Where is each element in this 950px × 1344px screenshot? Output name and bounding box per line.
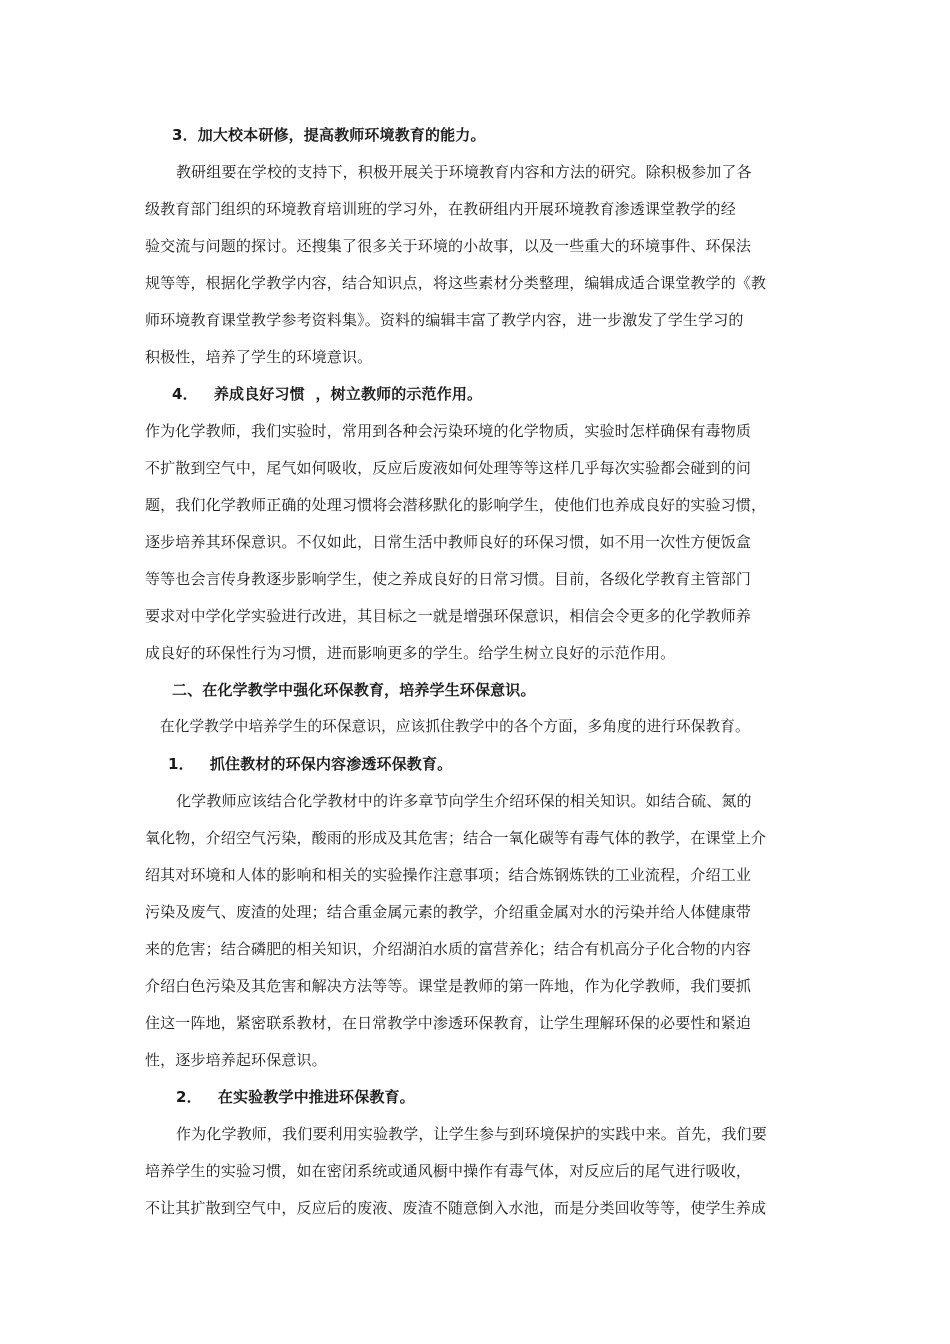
paragraph-line: 验交流与问题的探讨。还搜集了很多关于环境的小故事，以及一些重大的环境事件、环保法 (145, 237, 752, 255)
section-heading-2: 2． 在实验教学中推进环保教育。 (176, 1088, 415, 1106)
paragraph-line: 成良好的环保性行为习惯，进而影响更多的学生。给学生树立良好的示范作用。 (145, 644, 676, 662)
paragraph-line: 不扩散到空气中，尾气如何吸收，反应后废液如何处理等等这样几乎每次实验都会碰到的问 (145, 459, 752, 477)
paragraph-line: 化学教师应该结合化学教材中的许多章节向学生介绍环保的相关知识。如结合硫、氮的 (176, 792, 752, 810)
paragraph-line: 培养学生的实验习惯，如在密闭系统或通风橱中操作有毒气体，对反应后的尾气进行吸收， (145, 1162, 752, 1180)
paragraph-line: 作为化学教师，我们要利用实验教学，让学生参与到环境保护的实践中来。首先，我们要 (176, 1125, 767, 1143)
paragraph-line: 住这一阵地，紧密联系教材，在日常教学中渗透环保教育，让学生理解环保的必要性和紧迫 (145, 1014, 752, 1032)
paragraph-line: 规等等，根据化学教学内容，结合知识点，将这些素材分类整理，编辑成适合课堂教学的《教 (145, 274, 767, 292)
paragraph-line: 性，逐步培养起环保意识。 (145, 1051, 327, 1069)
chapter-heading-2: 二、在化学教学中强化环保教育，培养学生环保意识。 (172, 681, 536, 699)
paragraph-line: 绍其对环境和人体的影响和相关的实验操作注意事项；结合炼钢炼铁的工业流程，介绍工业 (145, 866, 752, 884)
paragraph-line: 师环境教育课堂教学参考资料集》。资料的编辑丰富了教学内容，进一步激发了学生学习的 (145, 311, 744, 329)
paragraph-line: 来的危害；结合磷肥的相关知识，介绍湖泊水质的富营养化；结合有机高分子化合物的内容 (145, 940, 752, 958)
section-heading-3: 3．加大校本研修，提高教师环境教育的能力。 (172, 126, 486, 144)
paragraph-line: 教研组要在学校的支持下，积极开展关于环境教育内容和方法的研究。除积极参加了各 (176, 163, 752, 181)
paragraph-line: 在化学教学中培养学生的环保意识，应该抓住教学中的各个方面，多角度的进行环保教育。 (160, 718, 750, 735)
paragraph-line: 污染及废气、废渣的处理；结合重金属元素的教学，介绍重金属对水的污染并给人体健康带 (145, 903, 752, 921)
paragraph-line: 级教育部门组织的环境教育培训班的学习外，在教研组内开展环境教育渗透课堂教学的经 (145, 200, 736, 218)
paragraph-line: 逐步培养其环保意识。不仅如此，日常生活中教师良好的环保习惯，如不用一次性方便饭盒 (145, 533, 752, 551)
paragraph-line: 作为化学教师，我们实验时，常用到各种会污染环境的化学物质，实验时怎样确保有毒物质 (145, 422, 752, 440)
section-heading-1: 1． 抓住教材的环保内容渗透环保教育。 (168, 755, 453, 773)
paragraph-line: 要求对中学化学实验进行改进，其目标之一就是增强环保意识，相信会令更多的化学教师养 (145, 607, 752, 625)
paragraph-line: 氧化物，介绍空气污染，酸雨的形成及其危害；结合一氧化碳等有毒气体的教学，在课堂上介 (145, 829, 767, 847)
paragraph-line: 介绍白色污染及其危害和解决方法等等。课堂是教师的第一阵地，作为化学教师，我们要抓 (145, 977, 752, 995)
section-heading-4: 4． 养成良好习惯 ，树立教师的示范作用。 (172, 385, 483, 403)
paragraph-line: 等等也会言传身教逐步影响学生，使之养成良好的日常习惯。目前，各级化学教育主管部门 (145, 570, 752, 588)
paragraph-line: 积极性，培养了学生的环境意识。 (145, 348, 373, 366)
paragraph-line: 题，我们化学教师正确的处理习惯将会潜移默化的影响学生，使他们也养成良好的实验习惯， (145, 496, 767, 514)
paragraph-line: 不让其扩散到空气中，反应后的废液、废渣不随意倒入水池，而是分类回收等等，使学生养成 (145, 1199, 767, 1217)
